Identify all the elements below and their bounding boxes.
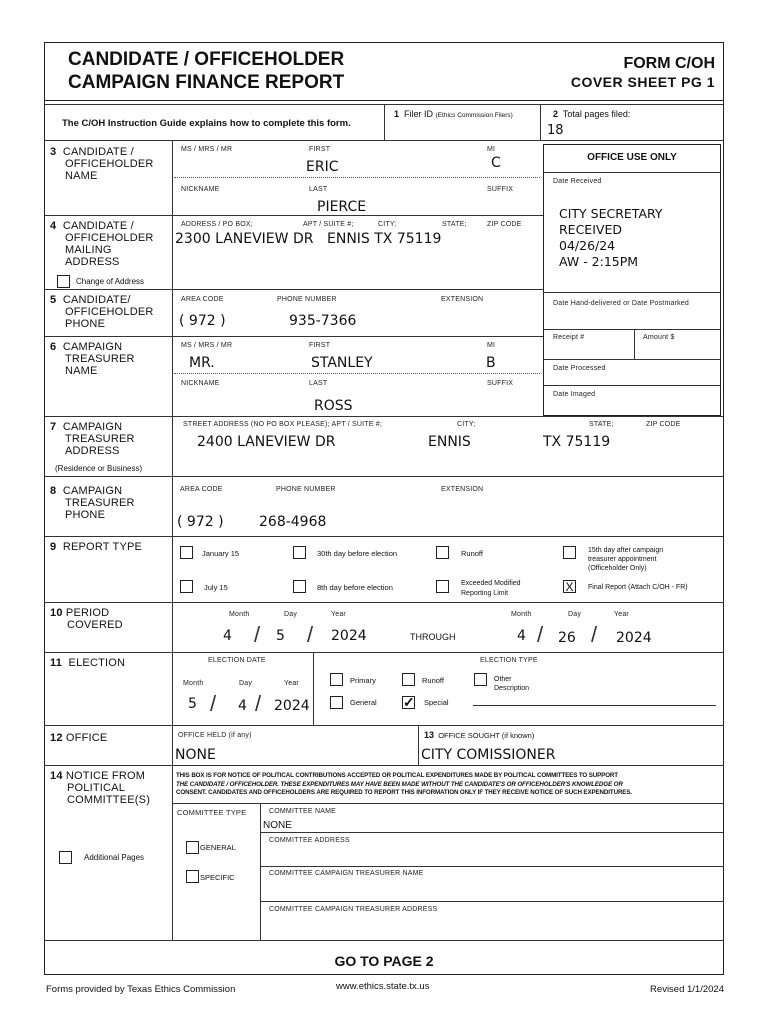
additional-pages-checkbox[interactable] xyxy=(59,851,72,864)
report-final-label: Final Report (Attach C/OH - FR) xyxy=(588,584,688,591)
report-runoff-label: Runoff xyxy=(461,549,483,558)
s10-from-year-label: Year xyxy=(331,611,346,618)
s10-from-month-label: Month xyxy=(229,611,250,618)
period-from-year[interactable]: 2024 xyxy=(331,628,367,644)
date-processed-label: Date Processed xyxy=(553,365,606,372)
date-slash: / xyxy=(210,691,217,716)
s7-city-label: CITY; xyxy=(457,421,476,428)
report-exceeded-checkbox[interactable] xyxy=(436,580,449,593)
report-january-15-label: January 15 xyxy=(202,549,240,558)
other-description-line[interactable] xyxy=(473,705,716,706)
date-slash: / xyxy=(307,622,314,647)
total-pages-label: 2 Total pages filed: xyxy=(553,109,631,119)
additional-pages-label: Additional Pages xyxy=(84,853,145,862)
section-10-label: 10 PERIOD COVERED xyxy=(50,607,123,631)
s5-phone-label: PHONE NUMBER xyxy=(277,296,337,303)
treasurer-mi[interactable]: B xyxy=(486,355,496,371)
treasurer-area-code[interactable]: ( 972 ) xyxy=(177,514,224,530)
office-sought-value[interactable]: CITY COMISSIONER xyxy=(421,747,556,763)
s7-zip-label: ZIP CODE xyxy=(646,421,681,428)
period-from-month[interactable]: 4 xyxy=(223,628,232,644)
report-final-checkbox[interactable]: X xyxy=(563,580,576,593)
period-to-year[interactable]: 2024 xyxy=(616,630,652,646)
receipt-label: Receipt # xyxy=(553,334,585,341)
footer-url[interactable]: www.ethics.state.tx.us xyxy=(336,981,430,992)
committee-general-checkbox[interactable] xyxy=(186,841,199,854)
period-to-month[interactable]: 4 xyxy=(517,628,526,644)
committee-name-label: COMMITTEE NAME xyxy=(269,808,336,815)
s4-city-label: CITY; xyxy=(378,221,397,228)
election-date-label: ELECTION DATE xyxy=(208,657,266,664)
election-month[interactable]: 5 xyxy=(188,696,197,712)
report-july-15-checkbox[interactable] xyxy=(180,580,193,593)
report-exceeded-label: Exceeded Modified Reporting Limit xyxy=(461,580,521,597)
section-6-label: 6 CAMPAIGN TREASURER NAME xyxy=(50,341,135,377)
s3-ms-label: MS / MRS / MR xyxy=(181,146,233,153)
candidate-first-name[interactable]: ERIC xyxy=(306,159,339,175)
s3-suffix-label: SUFFIX xyxy=(487,186,514,193)
s6-nickname-label: NICKNAME xyxy=(181,380,220,387)
s3-last-label: LAST xyxy=(309,186,328,193)
election-primary-checkbox[interactable] xyxy=(330,673,343,686)
treasurer-phone[interactable]: 268-4968 xyxy=(259,514,327,530)
s11-year-label: Year xyxy=(284,680,299,687)
election-general-checkbox[interactable] xyxy=(330,696,343,709)
election-primary-label: Primary xyxy=(350,676,376,685)
candidate-last-name[interactable]: PIERCE xyxy=(317,199,367,215)
date-hand-delivered-label: Date Hand-delivered or Date Postmarked xyxy=(553,300,689,307)
report-15th-day-checkbox[interactable] xyxy=(563,546,576,559)
report-runoff-checkbox[interactable] xyxy=(436,546,449,559)
s7-street-label: STREET ADDRESS (NO PO BOX PLEASE); APT / SUITE #; xyxy=(183,421,382,428)
s5-ext-label: EXTENSION xyxy=(441,296,484,303)
period-to-day[interactable]: 26 xyxy=(558,630,576,646)
treasurer-first-name[interactable]: STANLEY xyxy=(311,355,373,371)
section-11-label: 11 ELECTION xyxy=(50,657,126,669)
s7-residence-note: (Residence or Business) xyxy=(55,464,143,473)
election-runoff-label: Runoff xyxy=(422,676,444,685)
period-from-day[interactable]: 5 xyxy=(276,628,285,644)
s6-mi-label: MI xyxy=(487,342,496,349)
committee-name-value[interactable]: NONE xyxy=(263,820,292,831)
election-type-label: ELECTION TYPE xyxy=(480,657,538,664)
section-8-label: 8 CAMPAIGN TREASURER PHONE xyxy=(50,485,135,521)
date-imaged-label: Date Imaged xyxy=(553,391,596,398)
s11-day-label: Day xyxy=(239,680,253,687)
treasurer-last-name[interactable]: ROSS xyxy=(314,398,353,414)
s10-to-day-label: Day xyxy=(568,611,582,618)
section-7-label: 7 CAMPAIGN TREASURER ADDRESS xyxy=(50,421,135,457)
section-9-label: 9 REPORT TYPE xyxy=(50,541,143,553)
change-of-address-label: Change of Address xyxy=(76,277,145,286)
election-year[interactable]: 2024 xyxy=(274,698,310,714)
candidate-address[interactable]: 2300 LANEVIEW DR xyxy=(175,231,314,247)
election-other-checkbox[interactable] xyxy=(474,673,487,686)
section-5-label: 5 CANDIDATE/ OFFICEHOLDER PHONE xyxy=(50,294,154,330)
committee-treasurer-address-label: COMMITTEE CAMPAIGN TREASURER ADDRESS xyxy=(269,906,438,913)
candidate-city-state-zip[interactable]: ENNIS TX 75119 xyxy=(327,231,442,247)
candidate-phone[interactable]: 935-7366 xyxy=(289,313,357,329)
through-label: THROUGH xyxy=(410,632,456,642)
report-july-15-label: July 15 xyxy=(204,583,228,592)
report-january-15-checkbox[interactable] xyxy=(180,546,193,559)
election-general-label: General xyxy=(350,698,377,707)
s8-phone-label: PHONE NUMBER xyxy=(276,486,336,493)
s6-ms-label: MS / MRS / MR xyxy=(181,342,233,349)
section-14-label: 14 NOTICE FROM POLITICAL COMMITTEE(S) xyxy=(50,770,151,806)
s6-suffix-label: SUFFIX xyxy=(487,380,514,387)
s5-area-label: AREA CODE xyxy=(181,296,224,303)
s10-from-day-label: Day xyxy=(284,611,298,618)
treasurer-title[interactable]: MR. xyxy=(189,355,215,371)
cover-sheet-label: COVER SHEET PG 1 xyxy=(570,74,715,90)
candidate-mi[interactable]: C xyxy=(491,155,501,171)
filer-id-field[interactable] xyxy=(392,120,540,138)
treasurer-state-zip[interactable]: TX 75119 xyxy=(543,434,611,450)
election-runoff-checkbox[interactable] xyxy=(402,673,415,686)
election-special-label: Special xyxy=(424,698,449,707)
section-12-label: 12 OFFICE xyxy=(50,732,108,744)
date-slash: / xyxy=(254,622,261,647)
committee-notice: THIS BOX IS FOR NOTICE OF POLITICAL CONTRIBUTIONS ACCEPTED OR POLITICAL EXPENDITURES MADE BY POLITICAL COMMITTEES TO SUPPORT THE CANDIDATE / OFFICEHOLDER. THESE EXPENDITURES MAY HAVE BEEN MADE WITHOUT THE CANDIDATE'S OR OFFICEHOLDER'S KNOWLEDGE OR CONSENT. CANDIDATES AND OFFICEHOLDERS ARE REQUIRED TO REPORT THIS INFORMATION ONLY IF THEY RECEIVE NOTICE OF SUCH EXPENDITURES. xyxy=(176,772,632,796)
office-sought-label: 13 OFFICE SOUGHT (if known) xyxy=(424,730,535,740)
total-pages-value[interactable]: 18 xyxy=(547,123,564,138)
report-30th-day-checkbox[interactable] xyxy=(293,546,306,559)
election-other-label: Other Description xyxy=(494,676,530,692)
s4-state-label: STATE; xyxy=(442,221,467,228)
report-30th-day-label: 30th day before election xyxy=(317,549,398,558)
treasurer-street[interactable]: 2400 LANEVIEW DR xyxy=(197,434,336,450)
report-8th-day-label: 8th day before election xyxy=(317,583,393,592)
s7-state-label: STATE; xyxy=(589,421,614,428)
s4-address-label: ADDRESS / PO BOX; xyxy=(181,221,253,228)
committee-address-label: COMMITTEE ADDRESS xyxy=(269,837,350,844)
form-id: FORM C/OH xyxy=(623,55,715,72)
s6-last-label: LAST xyxy=(309,380,328,387)
election-day[interactable]: 4 xyxy=(238,698,247,714)
go-to-page-2: GO TO PAGE 2 xyxy=(334,953,434,969)
s8-area-label: AREA CODE xyxy=(180,486,223,493)
footer-provided-by: Forms provided by Texas Ethics Commission xyxy=(46,984,236,995)
s4-zip-label: ZIP CODE xyxy=(487,221,522,228)
form-title-line1: CANDIDATE / OFFICEHOLDER xyxy=(68,49,345,70)
office-held-value[interactable]: NONE xyxy=(175,747,216,763)
treasurer-city[interactable]: ENNIS xyxy=(428,434,471,450)
office-use-title: OFFICE USE ONLY xyxy=(587,152,677,163)
election-special-checkbox[interactable]: ✓ xyxy=(403,694,415,710)
report-8th-day-checkbox[interactable] xyxy=(293,580,306,593)
date-slash: / xyxy=(537,622,544,647)
committee-specific-label: SPECIFIC xyxy=(200,873,235,882)
s6-first-label: FIRST xyxy=(309,342,331,349)
report-15th-day-label: 15th day after campaign treasurer appointment (Officeholder Only) xyxy=(588,547,664,572)
s3-mi-label: MI xyxy=(487,146,496,153)
s3-first-label: FIRST xyxy=(309,146,331,153)
received-stamp: CITY SECRETARY RECEIVED 04/26/24 AW - 2:15PM xyxy=(559,206,663,269)
committee-specific-checkbox[interactable] xyxy=(186,870,199,883)
instruction-text: The C/OH Instruction Guide explains how to complete this form. xyxy=(62,118,351,129)
change-of-address-checkbox[interactable] xyxy=(57,275,70,288)
form-title-line2: CAMPAIGN FINANCE REPORT xyxy=(68,72,345,93)
committee-type-label: COMMITTEE TYPE xyxy=(177,808,247,817)
date-slash: / xyxy=(591,622,598,647)
filer-id-label: 1 Filer ID (Ethics Commission Filers) xyxy=(394,109,513,119)
s4-apt-label: APT / SUITE #; xyxy=(303,221,354,228)
section-3-label: 3 CANDIDATE / OFFICEHOLDER NAME xyxy=(50,146,154,182)
s10-to-month-label: Month xyxy=(511,611,532,618)
s3-nickname-label: NICKNAME xyxy=(181,186,220,193)
s10-to-year-label: Year xyxy=(614,611,629,618)
candidate-area-code[interactable]: ( 972 ) xyxy=(179,313,226,329)
s8-ext-label: EXTENSION xyxy=(441,486,484,493)
footer-revised: Revised 1/1/2024 xyxy=(650,984,724,995)
amount-label: Amount $ xyxy=(643,334,675,341)
office-held-label: OFFICE HELD (if any) xyxy=(178,732,252,739)
committee-general-label: GENERAL xyxy=(200,843,236,852)
date-slash: / xyxy=(255,691,262,716)
s11-month-label: Month xyxy=(183,680,204,687)
date-received-label: Date Received xyxy=(553,178,602,185)
section-4-label: 4 CANDIDATE / OFFICEHOLDER MAILING ADDRESS xyxy=(50,220,154,268)
committee-treasurer-name-label: COMMITTEE CAMPAIGN TREASURER NAME xyxy=(269,870,424,877)
